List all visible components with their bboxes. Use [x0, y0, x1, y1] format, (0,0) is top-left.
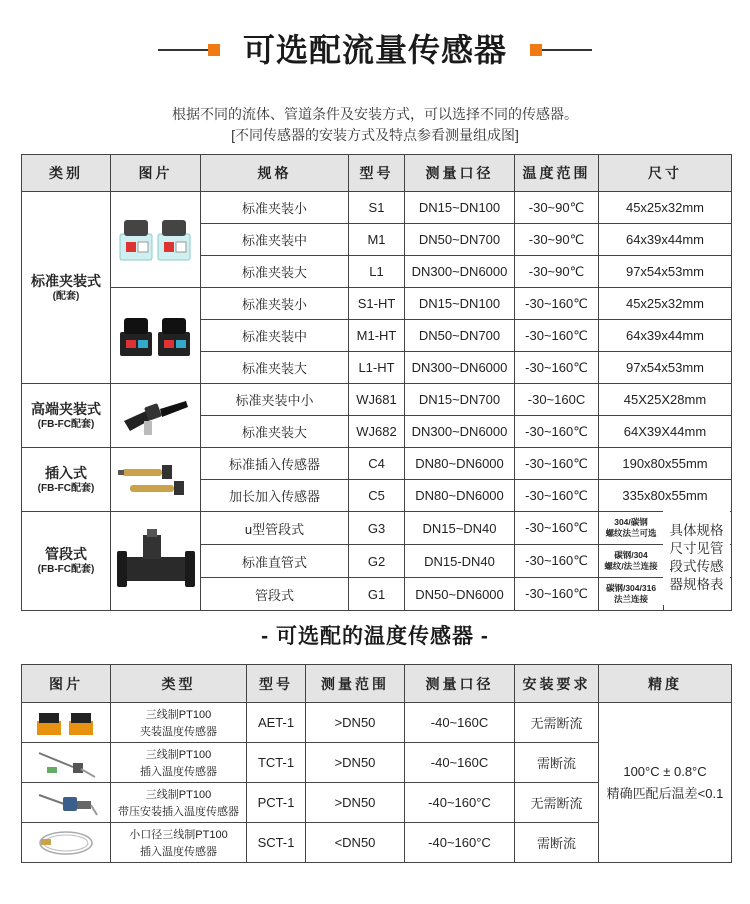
table-row: 标准直管式 G2 DN15-DN40 -30~160℃ 碳钢/304 螺纹/法兰连接 [22, 545, 732, 578]
col-install: 安装要求 [515, 665, 599, 703]
ht-clamp-sensor-image [116, 308, 196, 364]
col-type: 类型 [111, 665, 247, 703]
table-row: 标准夹装小 S1-HT DN15~DN100 -30~160℃ 45x25x32mm [22, 288, 732, 320]
col-range: 测量范围 [306, 665, 405, 703]
table-row: 标准夹装中 M1 DN50~DN700 -30~90℃ 64x39x44mm [22, 224, 732, 256]
table-row: 标准夹装式 (配套) 标准夹装小 S1 DN15~DN100 -30~90℃ 45x25x32mm [22, 192, 732, 224]
table-row: 高端夹装式 (FB-FC配套) 标准夹装中小 WJ681 DN15~DN700 -30~160C 45X25X28mm [22, 384, 732, 416]
temp-header-row [22, 665, 732, 703]
sensor-image-cell [111, 384, 201, 448]
table-row: 三线制PT100 带压安装插入温度传感器 PCT-1 >DN50 -40~160°C 无需断流 [22, 783, 732, 823]
table-row: 小口径三线制PT100 插入温度传感器 SCT-1 <DN50 -40~160°C 需断流 [22, 823, 732, 863]
sensor-image-cell [111, 448, 201, 512]
pipe-spec-note: 具体规格尺寸见管段式传感器规格表 [663, 511, 730, 605]
sensor-image-cell [111, 512, 201, 611]
table-row: 插入式 (FB-FC配套) 标准插入传感器 C4 DN80~DN6000 -30~160℃ 190x80x55mm [22, 448, 732, 480]
col-size: 尺寸 [599, 155, 732, 192]
category-cell: 管段式 (FB-FC配套) [22, 512, 111, 611]
col-image: 图片 [22, 665, 111, 703]
category-cell: 高端夹装式 (FB-FC配套) [22, 384, 111, 448]
col-spec: 规格 [201, 155, 349, 192]
col-category: 类别 [22, 155, 111, 192]
intro-note: [不同传感器的安装方式及特点参看测量组成图] [231, 127, 519, 143]
category-cell: 标准夹装式 (配套) [22, 192, 111, 384]
col-caliber: 测量口径 [405, 665, 515, 703]
col-model: 型号 [349, 155, 405, 192]
insertion-temp-sensor-image [33, 747, 99, 779]
sensor-image-cell [111, 192, 201, 288]
col-temp: 温度范围 [515, 155, 599, 192]
table-row: 管段式 (FB-FC配套) u型管段式 G3 DN15~DN40 -30~160℃ 304/碳钢 螺纹法兰可选 [22, 512, 732, 545]
temp-image-cell [22, 823, 111, 863]
temp-image-cell [22, 783, 111, 823]
pressure-temp-sensor-image [33, 787, 99, 819]
temp-sensor-table [21, 664, 732, 863]
insertion-sensor-image [116, 455, 196, 505]
temp-image-cell [22, 743, 111, 783]
table-row: 管段式 G1 DN50~DN6000 -30~160℃ 碳钢/304/316 法兰连接 [22, 578, 732, 611]
intro-text: 根据不同的流体、管道条件及安装方式，可以选择不同的传感器。 [172, 106, 578, 122]
col-image: 图片 [111, 155, 201, 192]
temp-section-title: - 可选配的温度传感器 - [261, 625, 489, 648]
high-end-clamp-image [116, 391, 196, 441]
table-row: 标准夹装中 M1-HT DN50~DN700 -30~160℃ 64x39x44mm [22, 320, 732, 352]
flow-sensor-table [21, 154, 732, 611]
col-model: 型号 [247, 665, 306, 703]
flow-header-row [22, 155, 732, 192]
title-square-right [530, 44, 542, 56]
material-cell: 碳钢/304 螺纹/法兰连接 [599, 545, 664, 577]
table-row: 三线制PT100 夹装温度传感器 AET-1 >DN50 -40~160C 无需断流 100°C ± 0.8°C 精确匹配后温差<0.1 [22, 703, 732, 743]
col-accuracy: 精度 [599, 665, 732, 703]
title-line-right [542, 49, 592, 51]
clamp-sensor-image [116, 212, 196, 268]
title-banner [0, 28, 750, 72]
pipe-section-sensor-image [115, 521, 197, 601]
table-row: 标准夹装大 L1 DN300~DN6000 -30~90℃ 97x54x53mm [22, 256, 732, 288]
table-row: 三线制PT100 插入温度传感器 TCT-1 >DN50 -40~160C 需断流 [22, 743, 732, 783]
clamp-temp-sensor-image [33, 707, 99, 739]
table-row: 标准夹装大 L1-HT DN300~DN6000 -30~160℃ 97x54x53mm [22, 352, 732, 384]
table-row: 标准夹装大 WJ682 DN300~DN6000 -30~160℃ 64X39X44mm [22, 416, 732, 448]
material-cell: 碳钢/304/316 法兰连接 [599, 578, 664, 610]
category-cell: 插入式 (FB-FC配套) [22, 448, 111, 512]
accuracy-cell: 100°C ± 0.8°C 精确匹配后温差<0.1 [599, 703, 732, 863]
table-row: 加长加入传感器 C5 DN80~DN6000 -30~160℃ 335x80x55mm [22, 480, 732, 512]
small-caliber-temp-sensor-image [33, 827, 99, 859]
material-cell: 304/碳钢 螺纹法兰可选 [599, 512, 664, 544]
col-caliber: 测量口径 [405, 155, 515, 192]
temp-image-cell [22, 703, 111, 743]
page-title: 可选配流量传感器 [242, 32, 507, 68]
sensor-image-cell [111, 288, 201, 384]
